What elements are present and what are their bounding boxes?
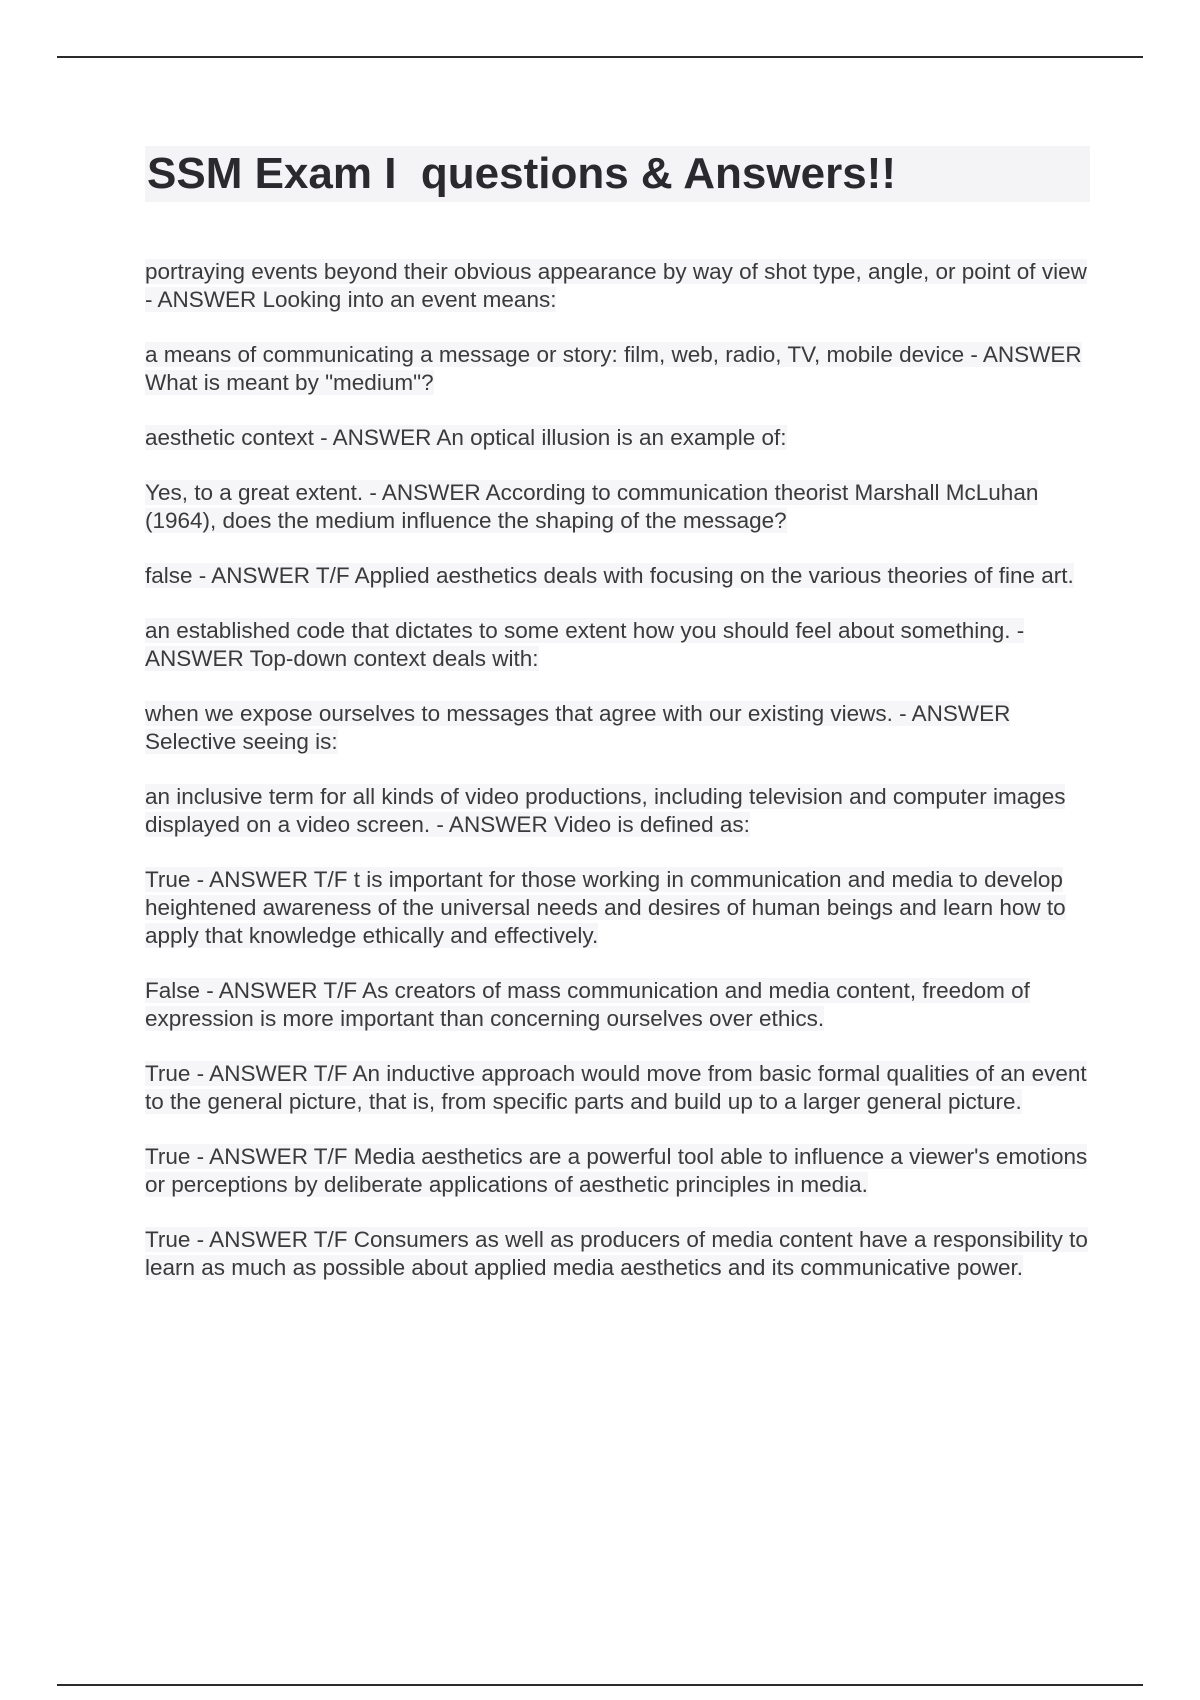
qa-item — [145, 700, 1090, 756]
qa-item — [145, 866, 1090, 950]
qa-item-text: when we expose ourselves to messages that agree with our existing views. - ANSWER Selective seeing is: — [145, 701, 1011, 754]
qa-item — [145, 341, 1090, 397]
qa-item-text: portraying events beyond their obvious appearance by way of shot type, angle, or point of view - ANSWER Looking into an event means: — [145, 259, 1087, 312]
qa-item-text: a means of communicating a message or story: film, web, radio, TV, mobile device - ANSWER What is meant by "medium"? — [145, 342, 1082, 395]
qa-item — [145, 1143, 1090, 1199]
qa-item-text: True - ANSWER T/F Consumers as well as producers of media content have a responsibility to learn as much as possible about applied media aesthetics and its communicative power. — [145, 1227, 1088, 1280]
qa-item — [145, 479, 1090, 535]
qa-item-text: Yes, to a great extent. - ANSWER According to communication theorist Marshall McLuhan (1964), does the medium influence the shaping of the message? — [145, 480, 1039, 533]
top-rule — [57, 56, 1143, 58]
qa-list — [145, 258, 1090, 1282]
qa-item — [145, 783, 1090, 839]
qa-item — [145, 977, 1090, 1033]
qa-item — [145, 1060, 1090, 1116]
qa-item — [145, 1226, 1090, 1282]
qa-item — [145, 258, 1090, 314]
qa-item-text: an inclusive term for all kinds of video productions, including television and computer images displayed on a video screen. - ANSWER Video is defined as: — [145, 784, 1066, 837]
qa-item-text: True - ANSWER T/F t is important for those working in communication and media to develop heightened awareness of the universal needs and desires of human beings and learn how to apply that knowledge ethically and effectively. — [145, 867, 1066, 948]
qa-item-text: false - ANSWER T/F Applied aesthetics deals with focusing on the various theories of fine art. — [145, 563, 1074, 588]
qa-item-text: an established code that dictates to some extent how you should feel about something. - ANSWER Top-down context deals with: — [145, 618, 1025, 671]
qa-item — [145, 617, 1090, 673]
qa-item — [145, 424, 1090, 452]
document-body — [145, 146, 1090, 1309]
qa-item-text: aesthetic context - ANSWER An optical illusion is an example of: — [145, 425, 787, 450]
qa-item-text: True - ANSWER T/F An inductive approach would move from basic formal qualities of an event to the general picture, that is, from specific parts and build up to a larger general picture. — [145, 1061, 1087, 1114]
bottom-rule — [57, 1684, 1143, 1686]
qa-item-text: False - ANSWER T/F As creators of mass communication and media content, freedom of expression is more important than concerning ourselves over ethics. — [145, 978, 1030, 1031]
qa-item — [145, 562, 1090, 590]
qa-item-text: True - ANSWER T/F Media aesthetics are a powerful tool able to influence a viewer's emotions or perceptions by deliberate applications of aesthetic principles in media. — [145, 1144, 1088, 1197]
page-title: SSM Exam I questions & Answers!! — [145, 146, 1090, 202]
